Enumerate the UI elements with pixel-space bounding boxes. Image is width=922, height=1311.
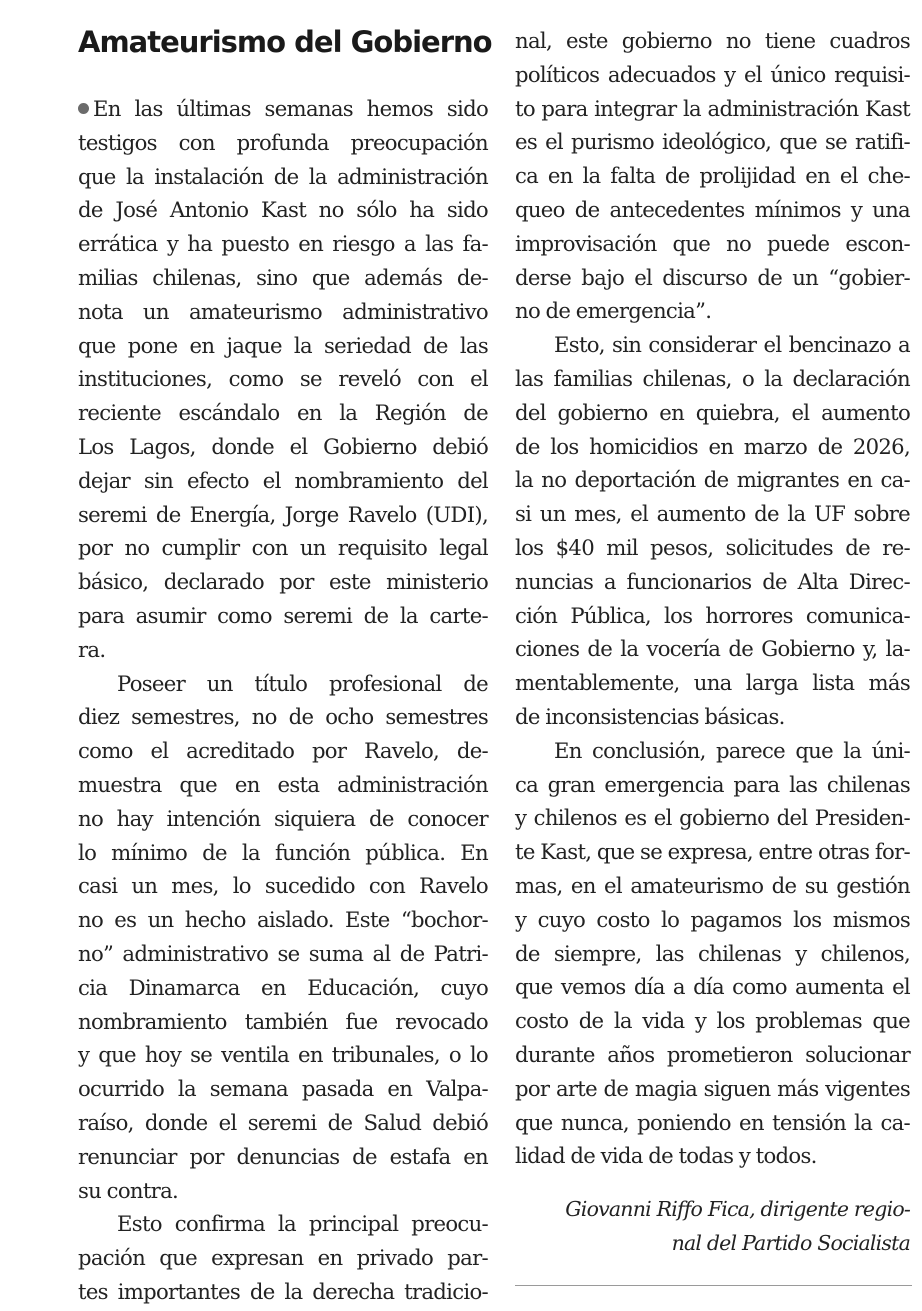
text-line: para asumir como seremi de la carte- [78, 602, 488, 628]
text-line: y chilenos es el gobierno del Presiden- [515, 805, 910, 831]
text-line: reciente escándalo en la Región de [78, 400, 488, 426]
text-line: queo de antecedentes mínimos y una [515, 196, 910, 222]
right-column [515, 24, 910, 1173]
text-line: milias chilenas, sino que además de- [78, 264, 488, 290]
text-line: del gobierno en quiebra, el aumento [515, 399, 910, 425]
text-line: si un mes, el aumento de la UF sobre [515, 501, 910, 527]
text-line: no” administrativo se suma al de Patri- [78, 940, 488, 966]
text-line: los $40 mil pesos, solicitudes de re- [515, 534, 910, 560]
text-line: no de emergencia”. [515, 298, 712, 324]
text-line: es el purismo ideológico, que se ratifi- [515, 129, 910, 155]
text-line: ca gran emergencia para las chilenas [515, 771, 910, 797]
text-line: durante años prometieron solucionar [515, 1041, 910, 1067]
text-line: por arte de magia siguen más vigentes [515, 1075, 910, 1101]
text-line: improvisación que no puede escon- [515, 230, 910, 256]
text-line: nombramiento también fue revocado [78, 1008, 488, 1034]
text-line: y que hoy se ventila en tribunales, o lo [78, 1042, 488, 1068]
text-line: ción Pública, los horrores comunica- [515, 602, 910, 628]
author-signature-line-2: nal del Partido Socialista [671, 1231, 910, 1255]
text-line: te Kast, que se expresa, entre otras for- [515, 839, 910, 865]
text-line: costo de la vida y los problemas que [515, 1008, 910, 1034]
text-line: mas, en el amateurismo de su gestión [515, 872, 910, 898]
text-line: diez semestres, no de ocho semestres [78, 704, 488, 730]
left-column [78, 92, 488, 1309]
text-line: cia Dinamarca en Educación, cuyo [78, 974, 488, 1000]
text-line: raíso, donde el seremi de Salud debió [78, 1109, 488, 1135]
text-line: Poseer un título profesional de [117, 670, 488, 696]
text-line: de José Antonio Kast no sólo ha sido [78, 197, 488, 223]
text-line: Esto, sin considerar el bencinazo a [554, 332, 910, 358]
text-line: mentablemente, una larga lista más [515, 670, 910, 696]
text-line: lidad de vida de todas y todos. [515, 1143, 817, 1169]
text-line: Esto confirma la principal preocu- [117, 1211, 488, 1237]
text-line: ciones de la vocería de Gobierno y, la- [515, 636, 910, 662]
text-line: dejar sin efecto el nombramiento del [78, 467, 488, 493]
author-signature-line-1: Giovanni Riffo Fica, dirigente regio- [565, 1197, 910, 1221]
text-line: la no deportación de migrantes en ca- [515, 467, 910, 493]
text-line: de los homicidios en marzo de 2026, [515, 433, 910, 459]
text-line: su contra. [78, 1177, 179, 1203]
text-line: nuncias a funcionarios de Alta Direc- [515, 568, 910, 594]
text-line: errática y ha puesto en riesgo a las fa- [78, 231, 488, 257]
text-line: nal, este gobierno no tiene cuadros [515, 28, 910, 53]
text-line: muestra que en esta administración [78, 771, 488, 797]
text-line: no hay intención siquiera de conocer [78, 805, 488, 831]
text-line: ca en la falta de prolijidad en el che- [515, 163, 910, 189]
text-line: casi un mes, lo sucedido con Ravelo [78, 873, 488, 899]
text-line: no es un hecho aislado. Este “bochor- [78, 907, 488, 933]
text-line: Los Lagos, donde el Gobierno debió [78, 433, 488, 459]
text-line: lo mínimo de la función pública. En [78, 839, 488, 865]
text-line: En las últimas semanas hemos sido [78, 92, 488, 126]
text-line: como el acreditado por Ravelo, de- [78, 738, 488, 764]
text-line: to para integrar la administración Kast [515, 95, 910, 121]
text-line: de inconsistencias básicas. [515, 703, 785, 729]
text-line: básico, declarado por este ministerio [78, 569, 488, 595]
text-line: seremi de Energía, Jorge Ravelo (UDI), [78, 501, 488, 527]
text-line: tes importantes de la derecha tradicio- [78, 1278, 488, 1304]
text-line: En conclusión, parece que la úni- [554, 737, 910, 763]
text-line: nota un amateurismo administrativo [78, 298, 488, 324]
bullet-icon [78, 103, 89, 114]
text-line: ocurrido la semana pasada en Valpa- [78, 1076, 488, 1102]
text-line: y cuyo costo lo pagamos los mismos [515, 906, 910, 932]
text-line: pación que expresan en privado par- [78, 1245, 488, 1271]
text-line: que pone en jaque la seriedad de las [78, 332, 488, 358]
text-line: que vemos día a día como aumenta el [515, 974, 910, 1000]
text-line: políticos adecuados y el único requisi- [515, 61, 910, 87]
bottom-divider [515, 1285, 912, 1286]
text-line: derse bajo el discurso de un “gobier- [515, 264, 910, 290]
article-title: Amateurismo del Gobierno [78, 25, 492, 59]
text-line: instituciones, como se reveló con el [78, 366, 488, 392]
text-line: ra. [78, 636, 106, 662]
text-line: testigos con profunda preocupación [78, 129, 488, 155]
text-line: de siempre, las chilenas y chilenos, [515, 940, 910, 966]
text-line: que la instalación de la administración [78, 163, 488, 189]
text-line: renunciar por denuncias de estafa en [78, 1143, 488, 1169]
text-line: que nunca, poniendo en tensión la ca- [515, 1109, 910, 1135]
text-line: las familias chilenas, o la declaración [515, 365, 910, 391]
text-line: por no cumplir con un requisito legal [78, 535, 488, 561]
